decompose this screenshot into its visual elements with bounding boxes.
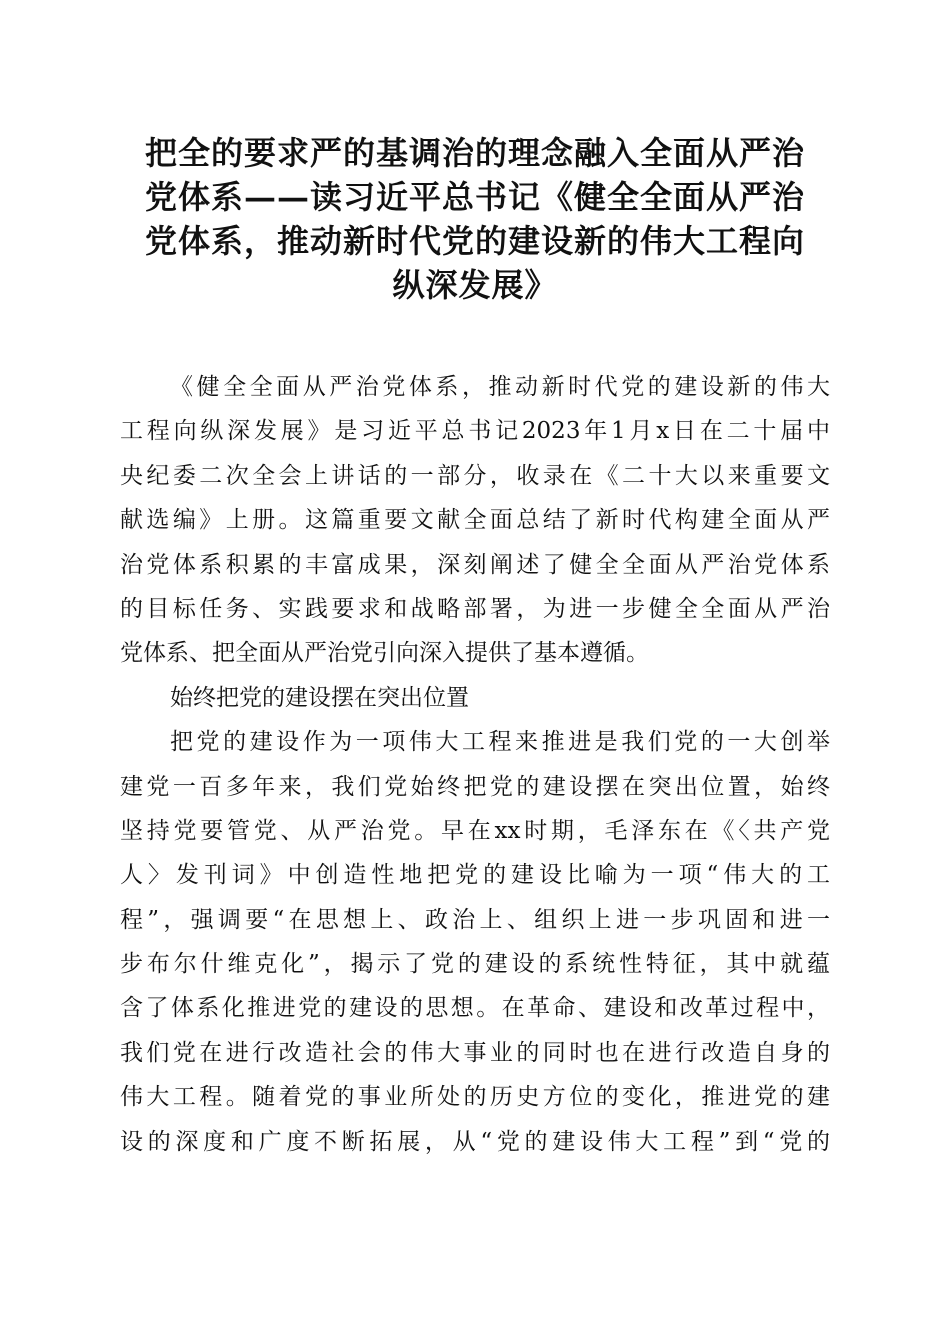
body-line: 含了体系化推进党的建设的思想。在革命、建设和改革过程中， [120, 995, 830, 1022]
body-line: 伟大工程。随着党的事业所处的历史方位的变化，推进党的建 [120, 1084, 830, 1111]
paragraph-party-building [120, 720, 830, 1164]
body-line: 我们党在进行改造社会的伟大事业的同时也在进行改造自身的 [120, 1039, 830, 1066]
body-line: 党体系、把全面从严治党引向深入提供了基本遵循。 [120, 640, 649, 667]
body-line: 把党的建设作为一项伟大工程来推进是我们党的一大创举 [170, 729, 830, 756]
body-line: 步布尔什维克化”，揭示了党的建设的系统性特征，其中就蕴 [120, 951, 830, 978]
body-line: 《健全全面从严治党体系，推动新时代党的建设新的伟大 [170, 374, 830, 400]
title-line: 把全的要求严的基调治的理念融入全面从严治 [144, 134, 805, 172]
body-line: 工程向纵深发展》是习近平总书记2023年1月x日在二十届中 [120, 418, 830, 445]
body-line: 设的深度和广度不断拓展，从“党的建设伟大工程”到“党的 [120, 1128, 830, 1155]
body-line: 坚持党要管党、从严治党。早在xx时期，毛泽东在《〈共产党 [120, 817, 830, 844]
document-body [120, 365, 830, 1164]
section-heading: 始终把党的建设摆在突出位置 [170, 684, 469, 711]
body-line: 建党一百多年来，我们党始终把党的建设摆在突出位置，始终 [120, 773, 830, 800]
body-line: 献选编》上册。这篇重要文献全面总结了新时代构建全面从严 [120, 507, 830, 534]
title-line: 党体系——读习近平总书记《健全全面从严治 [144, 178, 805, 216]
body-line: 治党体系积累的丰富成果，深刻阐述了健全全面从严治党体系 [120, 551, 830, 578]
title-line: 纵深发展》 [392, 266, 558, 304]
paragraph-intro [120, 365, 830, 676]
document-title [115, 131, 835, 307]
body-line: 央纪委二次全会上讲话的一部分，收录在《二十大以来重要文 [120, 462, 830, 489]
body-line: 人〉发刊词》中创造性地把党的建设比喻为一项“伟大的工 [120, 862, 830, 889]
title-line: 党体系，推动新时代党的建设新的伟大工程向 [144, 222, 805, 260]
body-line: 程”，强调要“在思想上、政治上、组织上进一步巩固和进一 [120, 906, 830, 933]
body-line: 的目标任务、实践要求和战略部署，为进一步健全全面从严治 [120, 595, 830, 622]
